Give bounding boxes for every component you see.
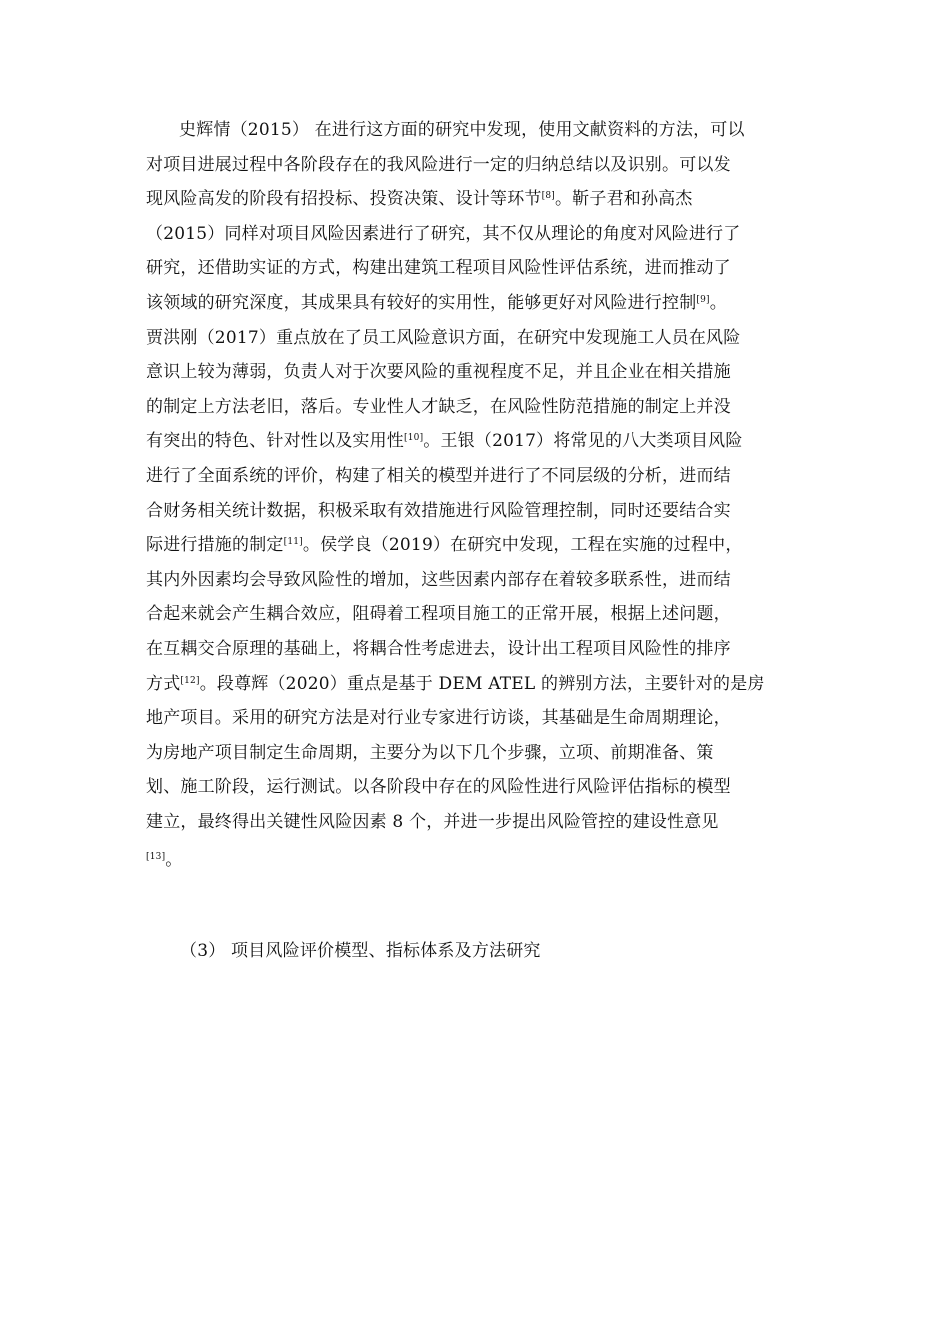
paragraph-line: 合起来就会产生耦合效应，阻碍着工程项目施工的正常开展，根据上述问题，: [146, 604, 731, 625]
paragraph-line: 合财务相关统计数据，积极采取有效措施进行风险管理控制，同时还要结合实: [146, 500, 731, 521]
paragraph-line: （2015）同样对项目风险因素进行了研究，其不仅从理论的角度对风险进行了: [146, 223, 741, 244]
paragraph-line: 该领域的研究深度，其成果具有较好的实用性，能够更好对风险进行控制[9]。: [146, 292, 727, 313]
citation-ref: [8]: [541, 191, 555, 202]
paragraph-line: 在互耦交合原理的基础上，将耦合性考虑进去，设计出工程项目风险性的排序: [146, 638, 731, 659]
paragraph-line: 地产项目。采用的研究方法是对行业专家进行访谈，其基础是生命周期理论，: [146, 708, 731, 729]
paragraph-line: 方式[12]。段尊辉（2020）重点是基于 DEM ATEL 的辨别方法，主要针对的是房: [146, 673, 765, 694]
paragraph-line: 划、施工阶段，运行测试。以各阶段中存在的风险性进行风险评估指标的模型: [146, 777, 731, 798]
paragraph-line: 有突出的特色、针对性以及实用性[10]。王银（2017）将常见的八大类项目风险: [146, 431, 743, 452]
paragraph-line: 现风险高发的阶段有招投标、投资决策、设计等环节[8]。靳子君和孙高杰: [146, 189, 693, 210]
paragraph-line: 为房地产项目制定生命周期，主要分为以下几个步骤，立项、前期准备、策: [146, 742, 714, 763]
paragraph-line: [13]。: [146, 850, 183, 871]
section-number: （3）: [180, 941, 226, 961]
paragraph-line: 的制定上方法老旧，落后。专业性人才缺乏，在风险性防范措施的制定上并没: [146, 396, 731, 417]
paragraph-line: 进行了全面系统的评价，构建了相关的模型并进行了不同层级的分析，进而结: [146, 465, 731, 486]
citation-ref: [9]: [696, 294, 710, 305]
paragraph-line: 意识上较为薄弱，负责人对于次要风险的重视程度不足，并且企业在相关措施: [146, 362, 731, 383]
citation-ref: [10]: [404, 433, 424, 444]
paragraph-line: 研究，还借助实证的方式，构建出建筑工程项目风险性评估系统，进而推动了: [146, 258, 731, 279]
citation-ref: [13]: [146, 852, 166, 863]
paragraph-line: 际进行措施的制定[11]。侯学良（2019）在研究中发现，工程在实施的过程中，: [146, 535, 743, 556]
body-paragraph: [146, 113, 806, 878]
paragraph-line: 贾洪刚（2017）重点放在了员工风险意识方面，在研究中发现施工人员在风险: [146, 327, 741, 348]
paragraph-line: 建立，最终得出关键性风险因素 8 个，并进一步提出风险管控的建设性意见: [146, 811, 719, 832]
citation-ref: [12]: [180, 675, 200, 686]
section-heading: [180, 934, 541, 968]
paragraph-line: 史辉情（2015） 在进行这方面的研究中发现，使用文献资料的方法，可以: [179, 120, 745, 140]
section-title: 项目风险评价模型、指标体系及方法研究: [231, 941, 541, 961]
citation-ref: [11]: [283, 537, 303, 548]
paragraph-line: 对项目进展过程中各阶段存在的我风险进行一定的归纳总结以及识别。可以发: [146, 154, 731, 175]
paragraph-line: 其内外因素均会导致风险性的增加，这些因素内部存在着较多联系性，进而结: [146, 569, 731, 590]
